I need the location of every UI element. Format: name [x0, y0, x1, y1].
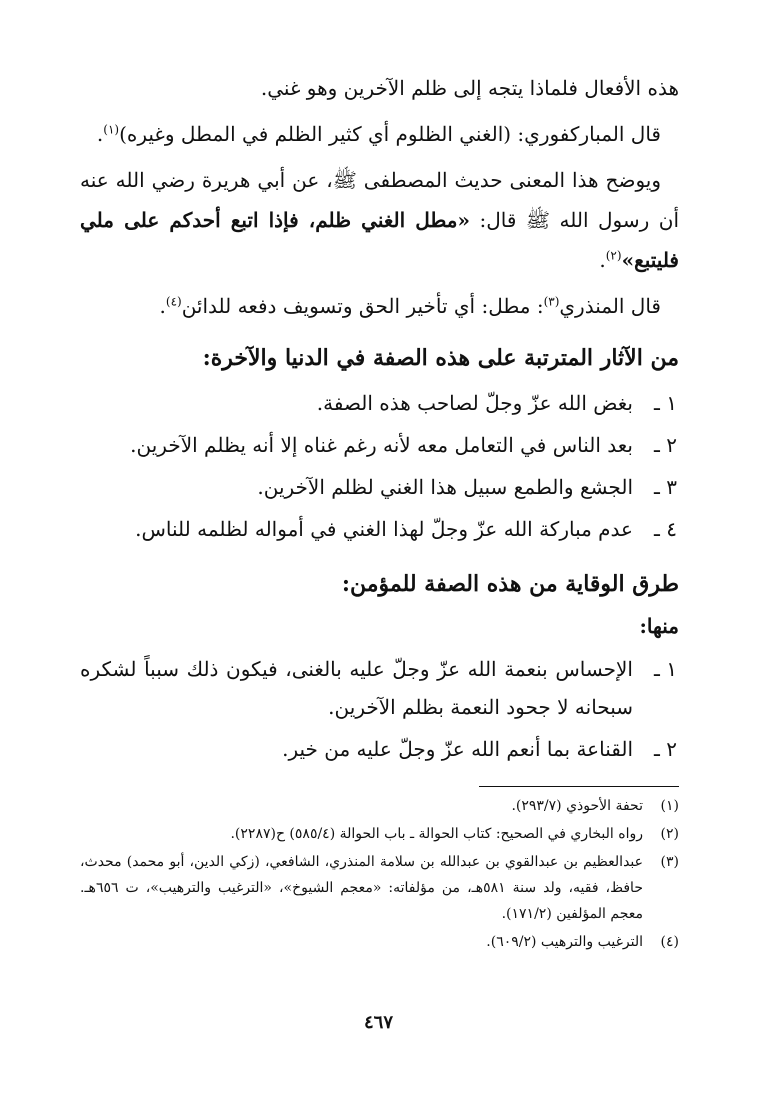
footnote [80, 849, 679, 927]
page-number: ٤٦٧ [363, 1012, 393, 1033]
list-item [80, 510, 679, 548]
paragraph-4-end: . [159, 294, 166, 318]
page-body [80, 68, 679, 957]
footnote-text: الترغيب والترهيب (٦٠٩/٢). [486, 934, 643, 950]
section-heading-effects: من الآثار المترتبة على هذه الصفة في الدنيا والآخرة: [202, 345, 679, 371]
paragraph-2-end: . [96, 122, 104, 146]
list-item-number: ٢ ـ [654, 737, 677, 761]
subheading-minha: منها: [639, 614, 679, 638]
list-item-text: الإحساس بنعمة الله عزّ وجلّ عليه بالغنى، فيكون ذلك سبباً لشكره سبحانه لا جحود النعمة بظلم الآخرين. [80, 657, 633, 719]
footnote-ref-2[interactable]: (٢) [605, 248, 622, 263]
hadith-quote: «مطل الغني ظلم، فإذا اتبع أحدكم على ملي فليتبع» [80, 208, 679, 272]
footnote-number: (٤) [660, 934, 679, 950]
list-item-text: عدم مباركة الله عزّ وجلّ لهذا الغني في أمواله لظلمه للناس. [135, 517, 633, 541]
list-item-number: ١ ـ [654, 391, 677, 415]
footnote-ref-3[interactable]: (٣) [543, 294, 560, 309]
footnote-divider [479, 786, 679, 787]
paragraph-3-end: . [599, 248, 606, 272]
footnote-text: رواه البخاري في الصحيح: كتاب الحوالة ـ باب الحوالة (٥٨٥/٤) ح(٢٢٨٧). [230, 826, 643, 842]
list-item-number: ٣ ـ [654, 475, 677, 499]
list-item [80, 730, 679, 768]
footnotes [80, 793, 679, 955]
list-item [80, 650, 679, 726]
section-heading-prevention: طرق الوقاية من هذه الصفة للمؤمن: [341, 571, 679, 597]
footnote-ref-4[interactable]: (٤) [165, 294, 182, 309]
footnote-ref-1[interactable]: (١) [103, 122, 120, 137]
effects-list [80, 384, 679, 548]
mubarakfuri-quote: قال المباركفوري: (الغني الظلوم أي كثير الظلم في المطل وغيره) [119, 122, 661, 146]
list-item-number: ٢ ـ [654, 433, 677, 457]
mundhiri-definition: : مطل: أي تأخير الحق وتسويف دفعه للدائن [181, 294, 544, 318]
list-item-number: ١ ـ [654, 657, 677, 681]
list-item [80, 468, 679, 506]
list-item-text: بغض الله عزّ وجلّ لصاحب هذه الصفة. [316, 391, 633, 415]
paragraph-1: هذه الأفعال فلماذا يتجه إلى ظلم الآخرين وهو غني. [260, 76, 679, 100]
footnote-number: (٣) [660, 854, 679, 870]
footnote-text: تحفة الأحوذي (٢٩٣/٧). [511, 798, 643, 814]
paragraph-2 [80, 114, 679, 154]
paragraph-3 [80, 160, 679, 280]
footnote-number: (٢) [660, 826, 679, 842]
list-item-text: القناعة بما أنعم الله عزّ وجلّ عليه من خير. [282, 737, 633, 761]
footnote-text: عبدالعظيم بن عبدالقوي بن عبدالله بن سلامة المنذري، الشافعي، (زكي الدين، أبو محمد) محدث، حافظ، فقيه، ولد سنة ٥٨١هـ، من مؤلفاته: «معجم الشيوخ»، «الترغيب والترهيب»، ت ٦٥٦هـ. معجم المؤلفين (١٧١/٢). [80, 854, 643, 922]
list-item [80, 426, 679, 464]
paragraph-4 [80, 286, 679, 326]
mundhiri-label: قال المنذري [559, 294, 661, 318]
list-item-text: بعد الناس في التعامل معه لأنه رغم غناه إلا أنه يظلم الآخرين. [130, 433, 633, 457]
footnote [80, 929, 679, 955]
hadith-intro: ويوضح هذا المعنى حديث المصطفى ﷺ، عن أبي هريرة رضي الله عنه أن رسول الله ﷺ قال: [80, 168, 679, 232]
footnote [80, 793, 679, 819]
list-item [80, 384, 679, 422]
footnote [80, 821, 679, 847]
footnote-number: (١) [660, 798, 679, 814]
list-item-number: ٤ ـ [654, 517, 677, 541]
prevention-list [80, 650, 679, 768]
list-item-text: الجشع والطمع سبيل هذا الغني لظلم الآخرين. [257, 475, 633, 499]
